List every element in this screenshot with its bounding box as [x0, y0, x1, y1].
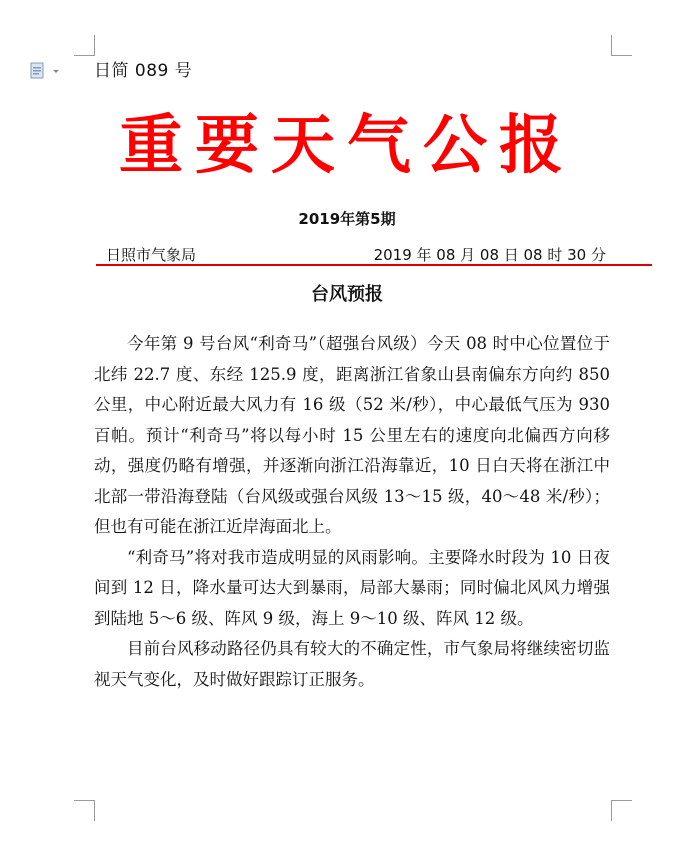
paragraph: 今年第 9 号台风“利奇马”（超强台风级）今天 08 时中心位置位于北纬 22.7 度、东经 125.9 度，距离浙江省象山县南偏东方向约 850 公里，中心附近最大风力有 16 级（52 米/秒），中心最低气压为 930 百帕。预计“利奇马”将以每小时 15 公里左右的速度向北偏西方向移动，强度仍略有增强，并逐渐向浙江沿海靠近，10 日白天将在浙江中北部一带沿海登陆（台风级或强台风级 13～15 级，40～48 米/秒）；但也有可能在浙江近岸海面北上。 [94, 334, 610, 536]
paragraph: “利奇马”将对我市造成明显的风雨影响。主要降水时段为 10 日夜间到 12 日，降水量可达大到暴雨，局部大暴雨；同时偏北风风力增强到陆地 5～6 级、阵风 9 级，海上 9～10 级、阵风 12 级。 [94, 547, 610, 628]
crop-mark-bottom-left-h [74, 800, 95, 801]
article-body [94, 329, 610, 695]
bulletin-title: 重要天气公报 [119, 108, 575, 183]
crop-mark-top-left-v [94, 35, 95, 56]
issue-time: 2019 年 08 月 08 日 08 时 30 分 [373, 246, 606, 264]
crop-mark-top-right-h [611, 55, 632, 56]
crop-mark-top-right-v [611, 35, 612, 56]
document-paste-options-icon[interactable] [30, 62, 62, 80]
crop-mark-bottom-left-v [94, 800, 95, 821]
article-title: 台风预报 [311, 284, 383, 305]
crop-mark-bottom-right-v [611, 800, 612, 821]
header-divider [96, 264, 652, 266]
document-number: 日简 089 号 [94, 61, 193, 81]
crop-mark-bottom-right-h [611, 800, 632, 801]
crop-mark-top-left-h [74, 55, 95, 56]
paragraph: 目前台风移动路径仍具有较大的不确定性，市气象局将继续密切监视天气变化，及时做好跟踪订正服务。 [94, 639, 610, 689]
issuing-agency: 日照市气象局 [106, 246, 197, 264]
issue-number: 2019年第5期 [298, 210, 396, 228]
